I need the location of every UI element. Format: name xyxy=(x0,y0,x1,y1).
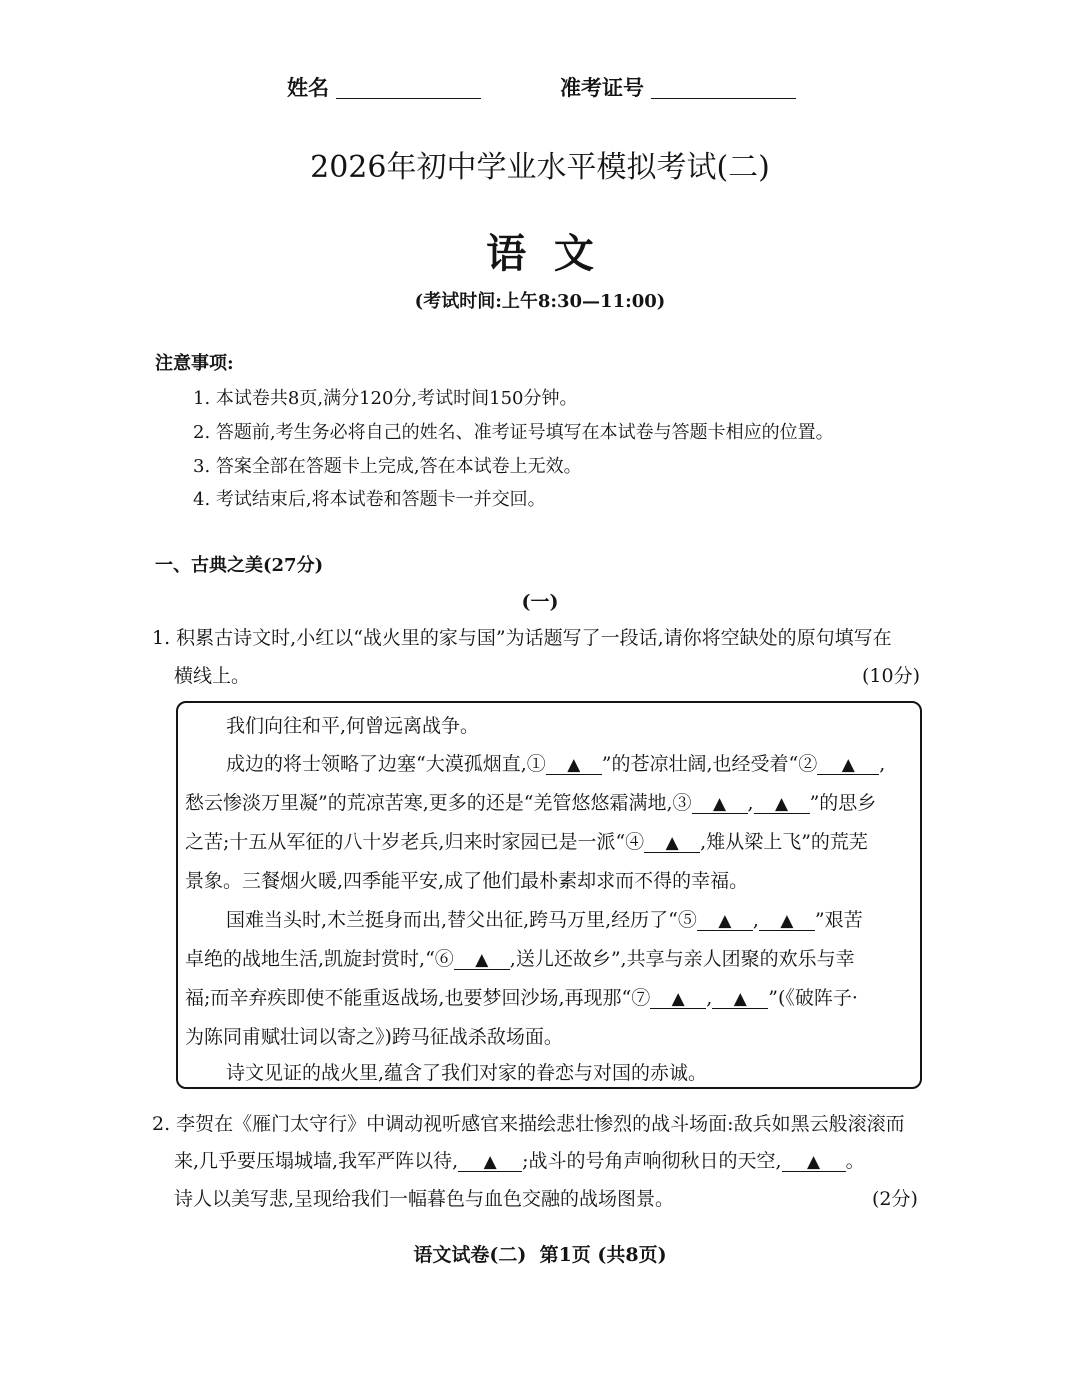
name-field xyxy=(287,72,481,102)
exam-time: (考试时间:上午8:30—11:00) xyxy=(414,291,666,312)
note-item: 2. 答题前,考生务必将自己的姓名、准考证号填写在本试卷与答题卡相应的位置。 xyxy=(193,422,834,443)
passage-line: 成边的将士领略了边塞“大漠孤烟直,① ▲ ”的苍凉壮阔,也经受着“② ▲ , xyxy=(226,753,886,775)
note-item: 1. 本试卷共8页,满分120分,考试时间150分钟。 xyxy=(193,388,578,409)
page-footer: 语文试卷(二) 第1页 (共8页) xyxy=(413,1244,667,1266)
blank-2[interactable]: ▲ xyxy=(817,757,879,775)
exam-id-field xyxy=(560,72,796,102)
blank-3b[interactable]: ▲ xyxy=(754,796,810,814)
part-label: (一) xyxy=(521,591,559,613)
q2-blank-2[interactable]: ▲ xyxy=(782,1154,846,1172)
blank-3a[interactable]: ▲ xyxy=(692,796,748,814)
q2-score: (2分) xyxy=(872,1188,918,1210)
q2-stem-line1: 2. 李贺在《雁门太守行》中调动视听感官来描绘悲壮惨烈的战斗场面:敌兵如黑云般滚滚而 xyxy=(152,1113,905,1135)
q2-stem-line3: 诗人以美写悲,呈现给我们一幅暮色与血色交融的战场图景。 xyxy=(174,1188,675,1210)
notes-heading: 注意事项: xyxy=(155,353,234,374)
q2-blank-1[interactable]: ▲ xyxy=(458,1154,522,1172)
blank-1[interactable]: ▲ xyxy=(546,757,602,775)
exam-title: 2026年初中学业水平模拟考试(二) xyxy=(310,150,770,185)
name-blank[interactable] xyxy=(336,78,481,99)
name-label: 姓名 xyxy=(287,75,329,100)
passage-line: 福;而辛弃疾即使不能重返战场,也要梦回沙场,再现那“⑦ ▲ , ▲ ”(《破阵子· xyxy=(185,987,858,1009)
note-item: 4. 考试结束后,将本试卷和答题卡一并交回。 xyxy=(193,489,546,510)
exam-id-label: 准考证号 xyxy=(560,75,644,100)
passage-line: 之苦;十五从军征的八十岁老兵,归来时家园已是一派“④ ▲ ,雉从梁上飞”的荒芜 xyxy=(185,831,868,853)
blank-4[interactable]: ▲ xyxy=(644,835,700,853)
passage-line: 为陈同甫赋壮词以寄之》)跨马征战杀敌场面。 xyxy=(185,1026,563,1048)
q1-stem-line2: 横线上。 xyxy=(174,665,251,687)
blank-6[interactable]: ▲ xyxy=(454,952,510,970)
passage-line: 国难当头时,木兰挺身而出,替父出征,跨马万里,经历了“⑤ ▲ , ▲ ”艰苦 xyxy=(226,909,863,931)
q1-passage-box xyxy=(176,701,922,1089)
section-title: 一、古典之美(27分) xyxy=(155,555,324,576)
passage-line: 愁云惨淡万里凝”的荒凉苦寒,更多的还是“羌管悠悠霜满地,③ ▲ , ▲ ”的思乡 xyxy=(185,792,877,814)
passage-line: 卓绝的战地生活,凯旋封赏时,“⑥ ▲ ,送儿还故乡”,共享与亲人团聚的欢乐与幸 xyxy=(185,948,855,970)
passage-line: 我们向往和平,何曾远离战争。 xyxy=(226,715,480,737)
q1-score: (10分) xyxy=(862,665,921,687)
q2-stem-line2: 来,几乎要压塌城墙,我军严阵以待, ▲ ;战斗的号角声响彻秋日的天空, ▲ 。 xyxy=(174,1150,865,1172)
exam-id-blank[interactable] xyxy=(651,78,796,99)
q1-stem-line1: 1. 积累古诗文时,小红以“战火里的家与国”为话题写了一段话,请你将空缺处的原句填写在 xyxy=(152,627,892,649)
passage-line: 诗文见证的战火里,蕴含了我们对家的眷恋与对国的赤诚。 xyxy=(226,1062,708,1084)
passage-line: 景象。三餐烟火暖,四季能平安,成了他们最朴素却求而不得的幸福。 xyxy=(185,870,749,892)
blank-7a[interactable]: ▲ xyxy=(650,991,706,1009)
blank-5a[interactable]: ▲ xyxy=(697,913,753,931)
blank-7b[interactable]: ▲ xyxy=(712,991,768,1009)
blank-5b[interactable]: ▲ xyxy=(759,913,815,931)
note-item: 3. 答案全部在答题卡上完成,答在本试卷上无效。 xyxy=(193,456,582,477)
subject-title: 语 文 xyxy=(486,230,594,277)
